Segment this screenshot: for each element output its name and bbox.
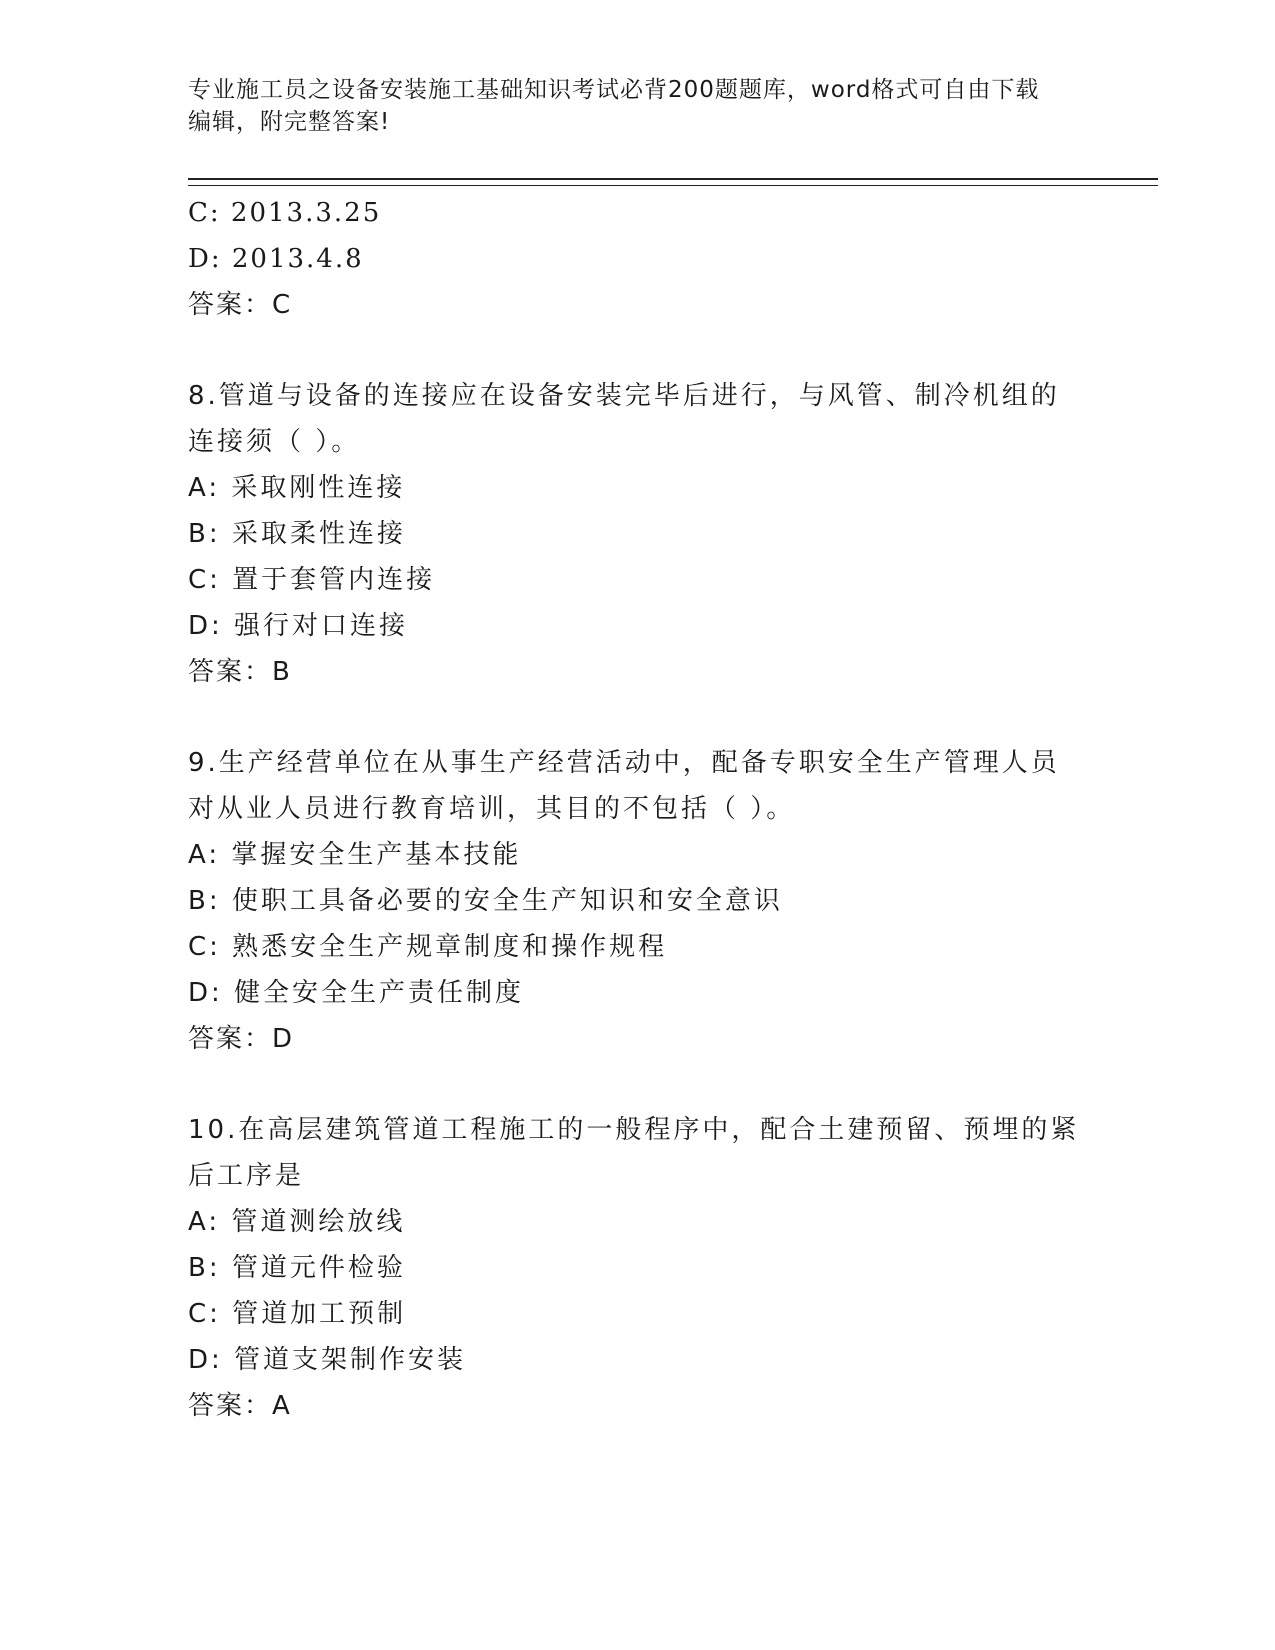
question-stem-line-1: 9.生产经营单位在从事生产经营活动中，配备专职安全生产管理人员	[188, 748, 1060, 778]
option-a: A: 掌握安全生产基本技能	[188, 840, 522, 870]
header-title-line-1: 专业施工员之设备安装施工基础知识考试必背200题题库，word格式可自由下载	[188, 77, 1040, 103]
previous-question-tail	[188, 190, 1068, 328]
option-b: B: 使职工具备必要的安全生产知识和安全意识	[188, 886, 783, 916]
option-b: B: 采取柔性连接	[188, 519, 406, 549]
question-stem-line-2: 连接须（ ）。	[188, 427, 361, 457]
answer-line: 答案：A	[188, 1391, 292, 1421]
question-list	[188, 190, 1080, 1429]
option-d: D: 健全安全生产责任制度	[188, 978, 525, 1008]
option-c: C: 熟悉安全生产规章制度和操作规程	[188, 932, 668, 962]
option-c: C: 管道加工预制	[188, 1299, 407, 1329]
question-stem-line-1: 8.管道与设备的连接应在设备安装完毕后进行，与风管、制冷机组的	[188, 381, 1060, 411]
document-header	[188, 74, 1068, 138]
option-c: C: 2013.3.25	[188, 198, 382, 228]
answer-line: 答案：D	[188, 1024, 295, 1054]
header-divider	[188, 178, 1158, 186]
spacer	[188, 695, 1068, 740]
spacer	[188, 328, 1068, 373]
option-d: D: 2013.4.8	[188, 244, 364, 274]
option-a: A: 采取刚性连接	[188, 473, 406, 503]
answer-line: 答案：B	[188, 657, 292, 687]
option-d: D: 强行对口连接	[188, 611, 409, 641]
answer-line: 答案：C	[188, 290, 293, 320]
spacer	[188, 1062, 1068, 1107]
question-10	[188, 1107, 1080, 1429]
option-b: B: 管道元件检验	[188, 1253, 406, 1283]
option-c: C: 置于套管内连接	[188, 565, 436, 595]
question-stem-line-2: 后工序是	[188, 1161, 305, 1191]
question-stem-line-1: 10.在高层建筑管道工程施工的一般程序中，配合土建预留、预埋的紧	[188, 1115, 1080, 1145]
header-title-line-2: 编辑，附完整答案!	[188, 109, 391, 135]
question-9	[188, 740, 1068, 1062]
question-stem-line-2: 对从业人员进行教育培训，其目的不包括（ ）。	[188, 794, 796, 824]
question-8	[188, 373, 1068, 695]
option-d: D: 管道支架制作安装	[188, 1345, 467, 1375]
option-a: A: 管道测绘放线	[188, 1207, 406, 1237]
